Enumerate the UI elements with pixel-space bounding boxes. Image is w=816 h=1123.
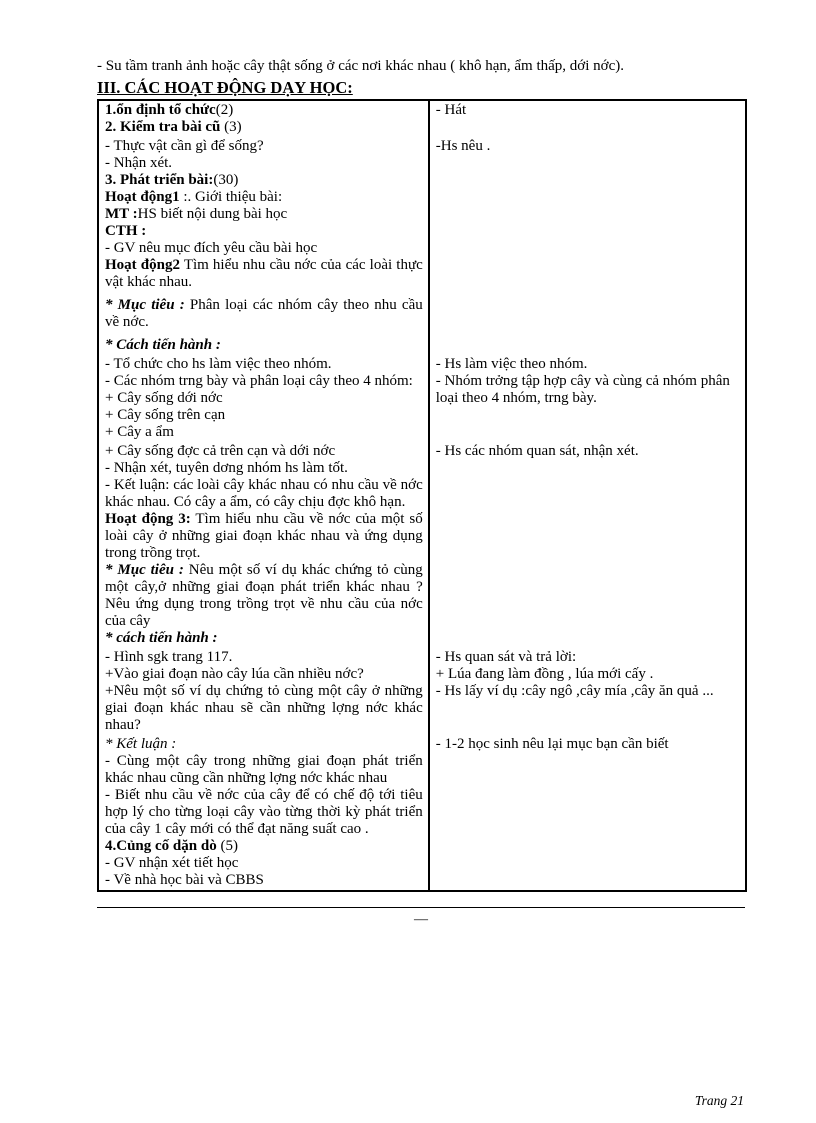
text-run: - Nhận xét, tuyên dơng nhóm hs làm tốt.: [105, 460, 348, 476]
text-run: (30): [213, 172, 239, 188]
paragraph: [105, 223, 423, 240]
paragraph: [105, 511, 423, 562]
text-run: - Nhóm trởng tập hợp cây và cùng cả nhóm phân loại theo 4 nhóm, trng bày.: [435, 373, 730, 406]
paragraph: [436, 666, 740, 683]
text-run: - Kết luận: các loài cây khác nhau có nhu cầu về nớc khác nhau. Có cây a ẩm, có cây chịu đợc khô hạn.: [105, 477, 423, 510]
paragraph: [105, 424, 423, 441]
paragraph: [105, 683, 423, 734]
right-cell: [430, 735, 745, 890]
paragraph: [436, 649, 740, 666]
paragraph: [105, 443, 423, 460]
text-run: (5): [220, 838, 238, 854]
text-run: - Hs quan sát và trả lời:: [435, 649, 577, 665]
paragraph: [105, 373, 423, 390]
text-run: Tìm hiểu nhu cầu nớc của các loài thực vật khác nhau.: [105, 257, 423, 290]
paragraph: [105, 240, 423, 257]
paragraph: [436, 683, 740, 700]
left-cell: [99, 101, 430, 137]
text-run: * Mục tiêu :: [105, 297, 185, 313]
left-cell: [99, 442, 430, 648]
paragraph: [105, 138, 423, 155]
paragraph: [105, 649, 423, 666]
text-run: Nêu một số ví dụ khác chứng tỏ cùng một cây,ở những giai đoạn phát triển khác nhau ?Nêu ứng dụng trong trồng trọt về nhu cầu của nớc của cây: [105, 562, 423, 629]
paragraph: [105, 206, 423, 223]
paragraph: [105, 257, 423, 291]
text-run: - GV nhận xét tiết học: [105, 855, 239, 871]
paragraph: [105, 838, 423, 855]
paragraph: [436, 373, 740, 407]
paragraph: [105, 407, 423, 424]
paragraph: [105, 630, 423, 647]
text-run: (3): [224, 119, 242, 135]
text-run: + Cây sống đợc cả trên cạn và dới nớc: [105, 443, 336, 459]
lesson-table: [97, 99, 747, 892]
paragraph: [105, 297, 423, 331]
right-cell: [430, 137, 745, 355]
paragraph: [105, 736, 423, 753]
footer-dash: —: [414, 912, 428, 927]
text-run: Hoạt động1: [105, 189, 180, 205]
left-cell: [99, 735, 430, 890]
page-title: III. CÁC HOẠT ĐỘNG DẠY HỌC:: [97, 78, 353, 97]
table-row: [99, 355, 745, 442]
paragraph: [436, 138, 740, 155]
intro-paragraph: - Su tầm tranh ảnh hoặc cây thật sống ở các nơi khác nhau ( khô hạn, ẩm thấp, dới nớc).: [97, 58, 624, 74]
paragraph: [436, 356, 740, 373]
table-row: [99, 648, 745, 735]
right-cell: [430, 648, 745, 735]
paragraph: [105, 460, 423, 477]
text-run: - Hs làm việc theo nhóm.: [435, 356, 588, 372]
text-run: Hoạt động 3:: [105, 511, 191, 527]
text-run: * Kết luận :: [105, 736, 177, 752]
right-cell: [430, 355, 745, 442]
text-run: - Hình sgk trang 117.: [105, 649, 233, 665]
page-number: Trang 21: [694, 1093, 744, 1108]
right-cell: [430, 101, 745, 137]
left-cell: [99, 355, 430, 442]
text-run: - Các nhóm trng bày và phân loại cây theo 4 nhóm:: [105, 373, 413, 389]
paragraph: [105, 172, 423, 189]
text-run: - Thực vật cần gì để sống?: [105, 138, 264, 154]
paragraph: [436, 736, 740, 753]
paragraph: [105, 155, 423, 172]
text-run: HS biết nội dung bài học: [137, 206, 288, 222]
paragraph: [105, 562, 423, 630]
text-run: - 1-2 học sinh nêu lại mục bạn cần biết: [435, 736, 669, 752]
footer-divider: [97, 907, 745, 908]
text-run: - Về nhà học bài và CBBS: [105, 872, 264, 888]
text-run: - Hát: [435, 102, 467, 118]
text-run: + Cây sống dới nớc: [105, 390, 223, 406]
text-run: - Cùng một cây trong những giai đoạn phát triển khác nhau cũng cần những lợng nớc khác nhau: [105, 753, 423, 786]
table-row: [99, 101, 745, 137]
text-run: -Hs nêu .: [435, 138, 491, 154]
paragraph: [105, 102, 423, 119]
right-cell: [430, 442, 745, 648]
paragraph: [436, 443, 740, 460]
text-run: CTH :: [105, 223, 147, 239]
text-run: - GV nêu mục đích yêu cầu bài học: [105, 240, 318, 256]
text-run: 3. Phát triển bài:: [105, 172, 214, 188]
paragraph: [105, 119, 423, 136]
paragraph: [105, 787, 423, 838]
table-row: [99, 442, 745, 648]
text-run: - Hs lấy ví dụ :cây ngô ,cây mía ,cây ăn quả ...: [435, 683, 714, 699]
paragraph: [105, 753, 423, 787]
text-run: 4.Củng cố dặn dò: [105, 838, 221, 854]
text-run: + Lúa đang làm đồng , lúa mới cấy .: [435, 666, 654, 682]
text-run: + Cây sống trên cạn: [105, 407, 226, 423]
text-run: MT :: [105, 206, 138, 222]
paragraph: [105, 337, 423, 354]
text-run: - Biết nhu cầu về nớc của cây để có chế độ tới tiêu hợp lý cho từng loại cây vào từng thời kỳ phát triển của cây 1 cây mới có thể đạt năng suất cao .: [105, 787, 423, 837]
text-run: +Vào giai đoạn nào cây lúa cần nhiều nớc?: [105, 666, 364, 682]
text-run: 2. Kiểm tra bài cũ: [105, 119, 225, 135]
text-run: Phân loại các nhóm cây theo nhu cầu về nớc.: [105, 297, 423, 330]
text-run: - Nhận xét.: [105, 155, 173, 171]
text-run: Hoạt động2: [105, 257, 180, 273]
text-run: - Tổ chức cho hs làm việc theo nhóm.: [105, 356, 332, 372]
paragraph: [105, 855, 423, 872]
left-cell: [99, 137, 430, 355]
text-run: * cách tiến hành :: [105, 630, 218, 646]
paragraph: [105, 189, 423, 206]
table-row: [99, 137, 745, 355]
text-run: Tìm hiểu nhu cầu về nớc của một số loài cây ở những giai đoạn khác nhau và ứng dụng trong trồng trọt.: [105, 511, 423, 561]
left-cell: [99, 648, 430, 735]
text-run: * Mục tiêu :: [105, 562, 184, 578]
text-run: (2): [215, 102, 234, 118]
paragraph: [105, 666, 423, 683]
table-row: [99, 735, 745, 890]
text-run: - Hs các nhóm quan sát, nhận xét.: [435, 443, 639, 459]
text-run: +Nêu một số ví dụ chứng tỏ cùng một cây ở những giai đoạn khác nhau sẽ cần những lợng nớc khác nhau?: [105, 683, 423, 733]
text-run: 1.ổn định tổ chức: [105, 102, 216, 118]
paragraph: [436, 102, 740, 119]
text-run: + Cây a ẩm: [105, 424, 174, 440]
text-run: * Cách tiến hành :: [105, 337, 221, 353]
text-run: :. Giới thiệu bài:: [179, 189, 283, 205]
paragraph: [105, 872, 423, 889]
paragraph: [105, 477, 423, 511]
paragraph: [105, 356, 423, 373]
paragraph: [105, 390, 423, 407]
